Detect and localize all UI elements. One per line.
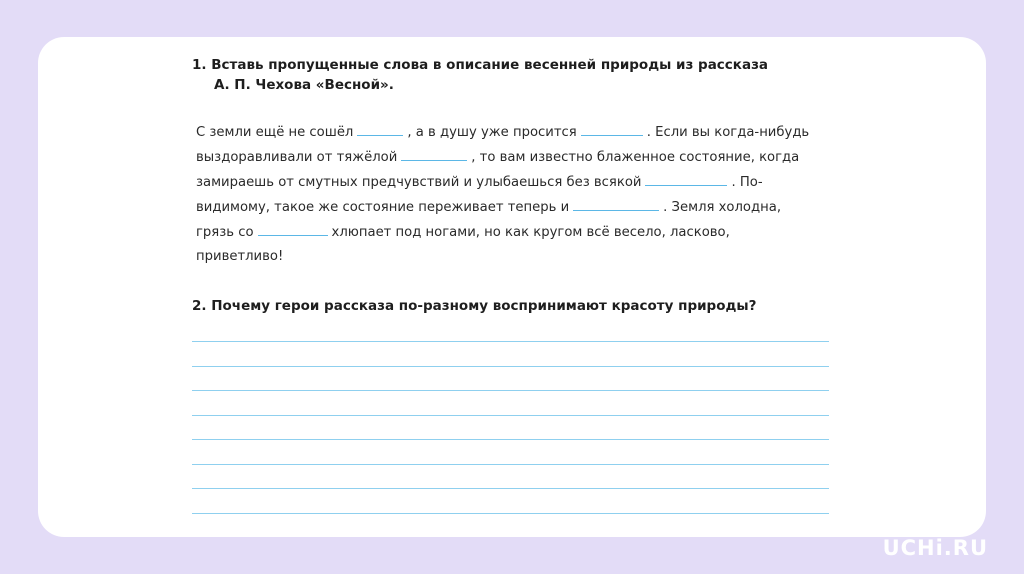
passage-text-segment: . Если вы когда-нибудь xyxy=(646,125,810,140)
passage-text-segment: , а в душу уже просится xyxy=(407,125,577,140)
passage-text xyxy=(196,120,836,269)
passage-line-6 xyxy=(196,245,836,269)
answer-line[interactable] xyxy=(192,415,829,416)
passage-line-1 xyxy=(196,120,836,145)
blank-field-5[interactable] xyxy=(573,195,659,211)
task1-title xyxy=(192,55,832,95)
blank-field-1[interactable] xyxy=(357,120,403,136)
passage-line-4 xyxy=(196,195,836,220)
passage-text-segment: выздоравливали от тяжёлой xyxy=(196,150,398,165)
passage-text-segment: хлюпает под ногами, но как кругом всё весело, ласково, xyxy=(331,225,730,240)
task1-title-line2: А. П. Чехова «Весной». xyxy=(214,77,394,93)
answer-line[interactable] xyxy=(192,341,829,342)
answer-line[interactable] xyxy=(192,439,829,440)
answer-line[interactable] xyxy=(192,366,829,367)
passage-text-segment: видимому, такое же состояние переживает теперь и xyxy=(196,200,570,215)
answer-line[interactable] xyxy=(192,464,829,465)
passage-line-3 xyxy=(196,170,836,195)
passage-text-segment: . Земля холодна, xyxy=(663,200,782,215)
blank-field-4[interactable] xyxy=(645,170,727,186)
blank-field-2[interactable] xyxy=(581,120,643,136)
task1-title-line1: 1. Вставь пропущенные слова в описание весенней природы из рассказа xyxy=(192,57,769,73)
passage-text-segment: приветливо! xyxy=(196,249,284,264)
answer-line[interactable] xyxy=(192,390,829,391)
passage-text-segment: грязь со xyxy=(196,225,254,240)
answer-line[interactable] xyxy=(192,488,829,489)
answer-lines[interactable] xyxy=(192,341,829,537)
passage-line-2 xyxy=(196,145,836,170)
blank-field-6[interactable] xyxy=(258,220,328,236)
uchi-ru-logo: UCHi.RU xyxy=(882,536,988,560)
passage-text-segment: , то вам известно блаженное состояние, когда xyxy=(471,150,800,165)
passage-line-5 xyxy=(196,220,836,245)
passage-text-segment: . По- xyxy=(731,175,763,190)
passage-text-segment: замираешь от смутных предчувствий и улыбаешься без всякой xyxy=(196,175,642,190)
passage-text-segment: С земли ещё не сошёл xyxy=(196,125,354,140)
blank-field-3[interactable] xyxy=(401,145,467,161)
answer-line[interactable] xyxy=(192,513,829,514)
task2-title: 2. Почему герои рассказа по-разному воспринимают красоту природы? xyxy=(192,298,757,314)
